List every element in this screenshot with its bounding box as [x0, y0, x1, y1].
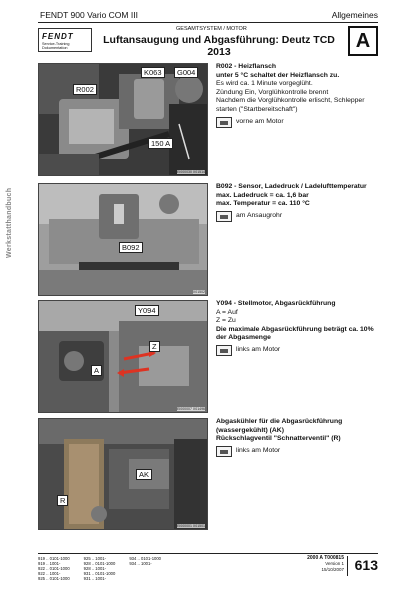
- header-model: FENDT 900 Vario COM III: [40, 10, 138, 20]
- photo-stellmotor: [38, 300, 208, 413]
- component-heading: B092 - Sensor, Ladedruck / Ladelufttemperatur: [216, 183, 367, 190]
- photo-abgaskuehler: [38, 418, 208, 530]
- tractor-location-icon: [216, 345, 232, 356]
- label-y094: Y094: [135, 305, 159, 316]
- label-r: R: [57, 495, 68, 506]
- chapter-letter-box: A: [348, 26, 378, 56]
- serial-numbers: 919 .. 0101-1000 919 .. 1001- 922 .. 0101-1000 922 .. 1001- 925 .. 0101-1000 925 .. 1001- 928 .. 0101-1000 928 .. 1001- 931 .. 0101-1000 931 .. 1001- 934 .. 0101-1000 934 .. 1001-: [38, 556, 162, 581]
- desc-heizflansch: R002 - Heizflansch unter 5 °C schaltet der Heizflansch zu. Es wird ca. 1 Minute vorgeglüht. Zündung Ein, Vorglühkontrolle brennt Nachdem die Vorglühkontrolle erlischt, Schlepper starten ("Startbereitschaft") vorne am Motor: [216, 63, 378, 128]
- location-row: links am Motor: [216, 345, 378, 356]
- footer-divider: [347, 556, 348, 576]
- engine-photo-1: [39, 64, 208, 176]
- tractor-location-icon: [216, 446, 232, 457]
- label-150a: 150 A: [148, 138, 173, 149]
- photo-heizflansch: [38, 63, 208, 176]
- photo-code: EI000001 X01501: [176, 524, 205, 528]
- component-heading: Abgaskühler für die Abgasrückführung (wassergekühlt) (AK): [216, 418, 343, 434]
- header-rule: [38, 22, 378, 23]
- photo-code: EI000030 X01514: [176, 170, 205, 174]
- fendt-logo: FENDT Service-Training Dokumentation: [38, 28, 92, 52]
- document-reference: 2000 A T000815 Version 1 15/10/2007: [307, 555, 344, 572]
- component-heading: Y094 - Stellmotor, Abgasrückführung: [216, 300, 336, 307]
- engine-photo-4: [39, 419, 208, 530]
- tractor-location-icon: [216, 211, 232, 222]
- desc-abgaskuehler: Abgaskühler für die Abgasrückführung (wassergekühlt) (AK) Rückschlagventil "Schnatterventil" (R) links am Motor: [216, 418, 378, 457]
- photo-sensor-ladedruck: [38, 183, 208, 296]
- desc-stellmotor: Y094 - Stellmotor, Abgasrückführung A = Auf Z = Zu Die maximale Abgasrückführung beträgt ca. 10% der Abgasmenge links am Motor: [216, 300, 378, 356]
- title-bar: [38, 26, 378, 60]
- component-heading: R002 - Heizflansch: [216, 63, 277, 70]
- label-a: A: [91, 365, 102, 376]
- label-z: Z: [149, 341, 160, 352]
- label-b092: B092: [119, 242, 143, 253]
- page-number: 613: [354, 557, 378, 573]
- label-ak: AK: [136, 469, 152, 480]
- header-chapter: Allgemeines: [331, 10, 378, 20]
- photo-code: EI000007 X01496: [176, 407, 205, 411]
- side-label: Werkstatthandbuch: [6, 187, 13, 258]
- location-row: links am Motor: [216, 446, 378, 457]
- location-row: vorne am Motor: [216, 117, 378, 128]
- location-row: am Ansaugrohr: [216, 211, 378, 222]
- desc-sensor-ladedruck: B092 - Sensor, Ladedruck / Ladelufttemperatur max. Ladedruck = ca. 1,6 bar max. Temperatur = ca. 110 °C am Ansaugrohr: [216, 183, 378, 222]
- photo-code: X01502: [192, 290, 205, 294]
- engine-photo-2: [39, 184, 208, 296]
- label-r002: R002: [73, 84, 97, 95]
- engine-photo-3: [39, 301, 208, 413]
- label-k063: K063: [141, 67, 165, 78]
- label-g004: G004: [174, 67, 198, 78]
- footer-rule: [38, 553, 378, 554]
- tractor-location-icon: [216, 117, 232, 128]
- page-title: Luftansaugung und Abgasführung: Deutz TCD 2013: [103, 34, 335, 58]
- section-label: GESAMTSYSTEM / MOTOR: [176, 26, 247, 32]
